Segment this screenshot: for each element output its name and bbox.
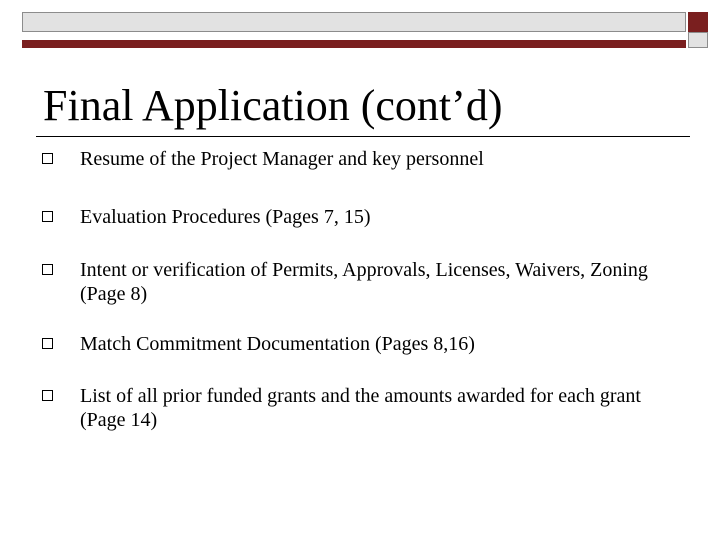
square-bullet-icon [42,390,53,401]
header-decoration [22,12,714,42]
header-corner-dark [688,12,708,32]
square-bullet-icon [42,338,53,349]
bullet-text: List of all prior funded grants and the amounts awarded for each grant (Page 14) [80,385,641,431]
square-bullet-icon [42,211,53,222]
header-bar-light [22,12,686,32]
bullet-text: Resume of the Project Manager and key personnel [80,148,484,170]
title-divider [36,136,690,137]
bullet-text: Evaluation Procedures (Pages 7, 15) [80,206,371,228]
square-bullet-icon [42,153,53,164]
slide-title: Final Application (cont’d) [43,81,503,130]
header-bar-accent [22,40,686,48]
bullet-text: Match Commitment Documentation (Pages 8,16) [80,333,475,355]
square-bullet-icon [42,264,53,275]
header-corner-light [688,32,708,48]
bullet-text: Intent or verification of Permits, Approvals, Licenses, Waivers, Zoning (Page 8) [80,259,648,305]
